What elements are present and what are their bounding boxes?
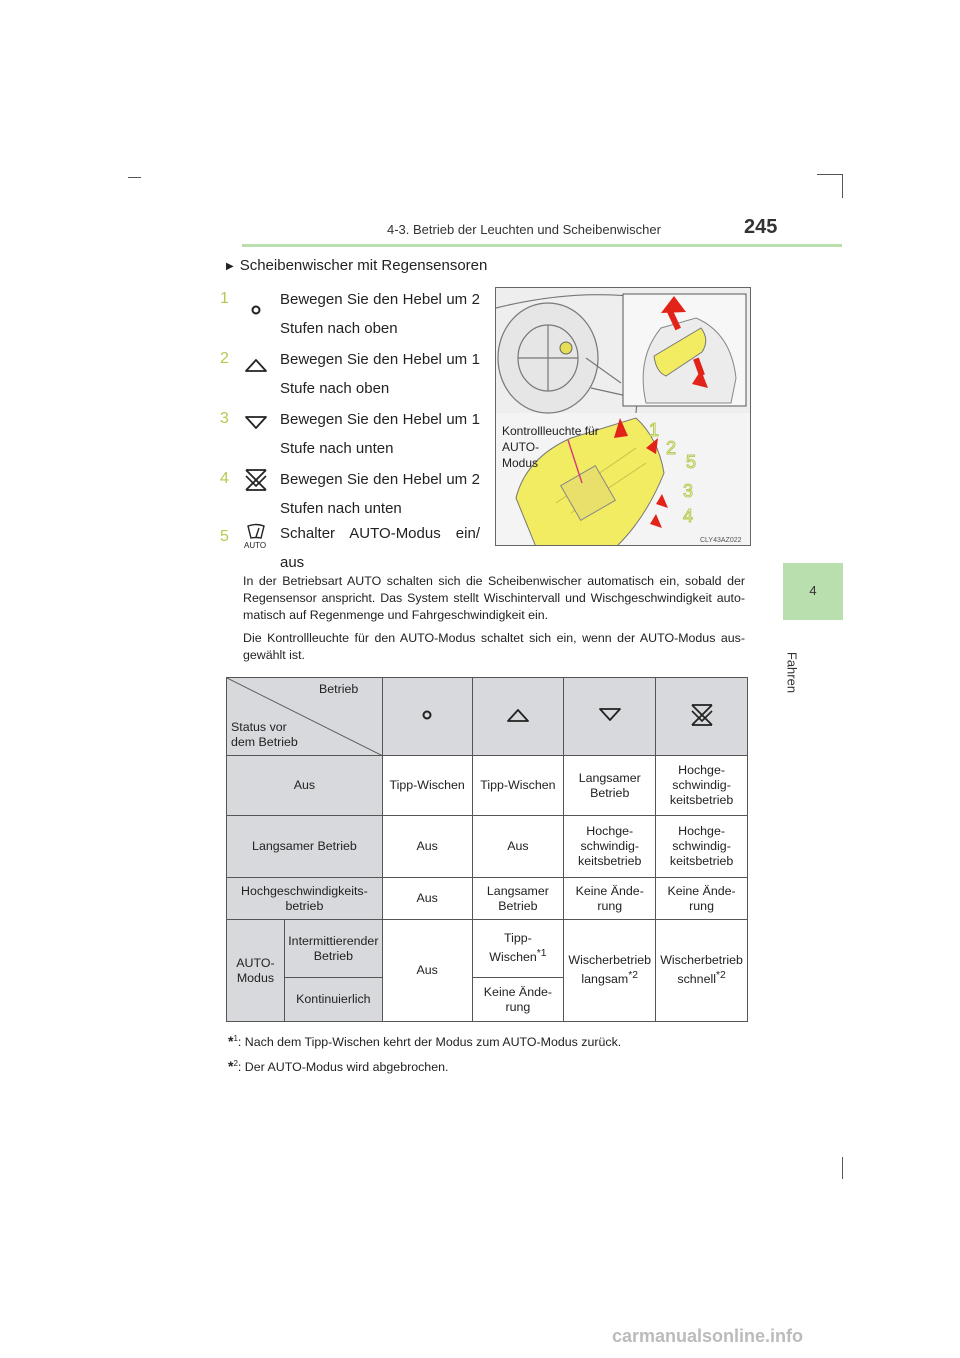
header-circle-cell bbox=[382, 678, 472, 756]
chapter-label-container bbox=[782, 645, 798, 705]
table-cell: Langsamer Betrieb bbox=[564, 756, 656, 816]
row-label: Hochgeschwindigkeitsbetrieb bbox=[227, 878, 383, 920]
footnote bbox=[228, 1033, 621, 1049]
header-up-cell bbox=[472, 678, 564, 756]
corner-bottom-label bbox=[231, 720, 298, 750]
figure-code: CLY43AZ022 bbox=[700, 537, 742, 544]
table-cell: Aus bbox=[382, 878, 472, 920]
cell-text: Wischerbetrieb schnell bbox=[660, 953, 743, 987]
crop-mark bbox=[842, 1157, 843, 1179]
table-row bbox=[227, 878, 748, 920]
header-double-down-cell bbox=[656, 678, 748, 756]
header-rule bbox=[242, 244, 842, 247]
item-number: 2 bbox=[220, 350, 229, 367]
table-cell: Keine Änderung bbox=[656, 878, 748, 920]
item-number: 1 bbox=[220, 290, 229, 307]
auto-wiper-icon bbox=[243, 522, 269, 550]
cell-text: Tipp-Wischen bbox=[489, 931, 537, 965]
cell-text: Wischerbetrieb langsam bbox=[568, 953, 652, 987]
chevron-down-icon bbox=[243, 410, 269, 436]
header-down-cell bbox=[564, 678, 656, 756]
running-header-title: 4-3. Betrieb der Leuchten und Scheibenwischer bbox=[387, 222, 661, 237]
table-cell: Aus bbox=[382, 816, 472, 878]
chapter-tab bbox=[783, 563, 843, 620]
footnote-star: * bbox=[228, 1058, 234, 1074]
table-cell: Keine Änderung bbox=[472, 978, 564, 1022]
page-number: 245 bbox=[744, 216, 778, 238]
footnote-ref: *1 bbox=[536, 948, 547, 960]
circle-icon bbox=[243, 297, 269, 323]
crop-mark bbox=[128, 177, 141, 178]
table-cell: Hochgeschwindigkeitsbetrieb bbox=[656, 756, 748, 816]
section-heading-text: Scheibenwischer mit Regensensoren bbox=[239, 257, 488, 274]
body-paragraph: In der Betriebsart AUTO schalten sich die Scheibenwischer automatisch ein, sobald der Regensensor anspricht. Das System stellt Wischintervall und Wischgeschwindigkeit automatisch auf Regenmenge und Fahrgeschwindigkeit ein. bbox=[243, 574, 745, 622]
item-text: Bewegen Sie den Hebel um 2 Stufen nach unten bbox=[280, 471, 480, 517]
corner-bottom-line: dem Betrieb bbox=[231, 735, 298, 749]
item-text: Bewegen Sie den Hebel um 1 Stufe nach unten bbox=[280, 411, 480, 457]
item-text: Bewegen Sie den Hebel um 1 Stufe nach oben bbox=[280, 351, 480, 397]
table-cell: Keine Änderung bbox=[564, 878, 656, 920]
figure-marker: 1 bbox=[649, 420, 660, 440]
circle-icon bbox=[417, 705, 437, 725]
callout-line-1: Kontrollleuchte für bbox=[502, 424, 599, 438]
body-paragraph: Die Kontrollleuchte für den AUTO-Modus schaltet sich ein, wenn der AUTO-Modus ausgewählt ist. bbox=[243, 631, 745, 662]
auto-wiper-icon-label: AUTO bbox=[244, 541, 267, 550]
watermark: carmanualsonline.info bbox=[612, 1326, 804, 1346]
table-cell: Tipp-Wischen bbox=[382, 756, 472, 816]
table-row bbox=[227, 920, 748, 978]
figure-marker: 5 bbox=[686, 452, 697, 472]
corner-bottom-line: Status vor bbox=[231, 720, 287, 734]
table-cell: Hochgeschwindigkeitsbetrieb bbox=[564, 816, 656, 878]
table-cell bbox=[656, 920, 748, 1022]
wiper-operation-table bbox=[226, 677, 748, 1022]
callout-line-2: AUTO- bbox=[502, 440, 540, 454]
double-chevron-down-icon bbox=[243, 467, 269, 493]
footnote-ref: *2 bbox=[715, 970, 726, 982]
table-cell: Aus bbox=[382, 920, 472, 1022]
wiper-lever-drawing bbox=[496, 288, 751, 546]
corner-top-label: Betrieb bbox=[319, 682, 359, 696]
row-label: Aus bbox=[227, 756, 383, 816]
row-label: Langsamer Betrieb bbox=[227, 816, 383, 878]
footnote-number: 1 bbox=[233, 1033, 238, 1043]
table-cell bbox=[472, 920, 564, 978]
item-number: 3 bbox=[220, 410, 229, 427]
footnote-ref: *2 bbox=[628, 970, 639, 982]
chevron-up-icon bbox=[243, 351, 269, 377]
figure-marker: 4 bbox=[683, 506, 694, 526]
chapter-number: 4 bbox=[809, 583, 817, 598]
row-sublabel: Intermittierender Betrieb bbox=[284, 920, 382, 978]
crop-mark bbox=[817, 174, 843, 175]
chevron-up-icon bbox=[505, 705, 531, 725]
row-sublabel: Kontinuierlich bbox=[284, 978, 382, 1022]
item-number: 4 bbox=[220, 470, 229, 487]
chevron-down-icon bbox=[597, 705, 623, 725]
table-cell: Aus bbox=[472, 816, 564, 878]
callout-line-3: Modus bbox=[502, 456, 539, 470]
row-label: AUTO-Modus bbox=[227, 920, 285, 1022]
section-heading bbox=[226, 257, 487, 274]
table-cell: Langsamer Betrieb bbox=[472, 878, 564, 920]
footnote-text: : Der AUTO-Modus wird abgebrochen. bbox=[237, 1060, 449, 1074]
table-corner-cell bbox=[227, 678, 383, 756]
footnote bbox=[228, 1058, 448, 1074]
item-text: Bewegen Sie den Hebel um 2 Stufen nach oben bbox=[280, 291, 480, 337]
table-cell: Tipp-Wischen bbox=[472, 756, 564, 816]
chapter-label: Fahren bbox=[784, 651, 800, 694]
figure-marker: 3 bbox=[683, 481, 694, 501]
item-text: Schalter AUTO-Modus ein/ aus bbox=[280, 525, 480, 571]
item-number: 5 bbox=[220, 528, 229, 545]
table-row bbox=[227, 756, 748, 816]
footnote-number: 2 bbox=[233, 1058, 238, 1068]
triangle-bullet-icon: ▶ bbox=[226, 261, 234, 272]
figure-marker: 2 bbox=[666, 438, 677, 458]
table-row bbox=[227, 816, 748, 878]
footnote-text: : Nach dem Tipp-Wischen kehrt der Modus zum AUTO-Modus zurück. bbox=[237, 1035, 622, 1049]
crop-mark bbox=[842, 174, 843, 198]
table-cell: Hochgeschwindigkeitsbetrieb bbox=[656, 816, 748, 878]
double-chevron-down-icon bbox=[689, 702, 715, 728]
wiper-lever-illustration bbox=[495, 287, 751, 546]
table-cell bbox=[564, 920, 656, 1022]
footnote-star: * bbox=[228, 1033, 234, 1049]
